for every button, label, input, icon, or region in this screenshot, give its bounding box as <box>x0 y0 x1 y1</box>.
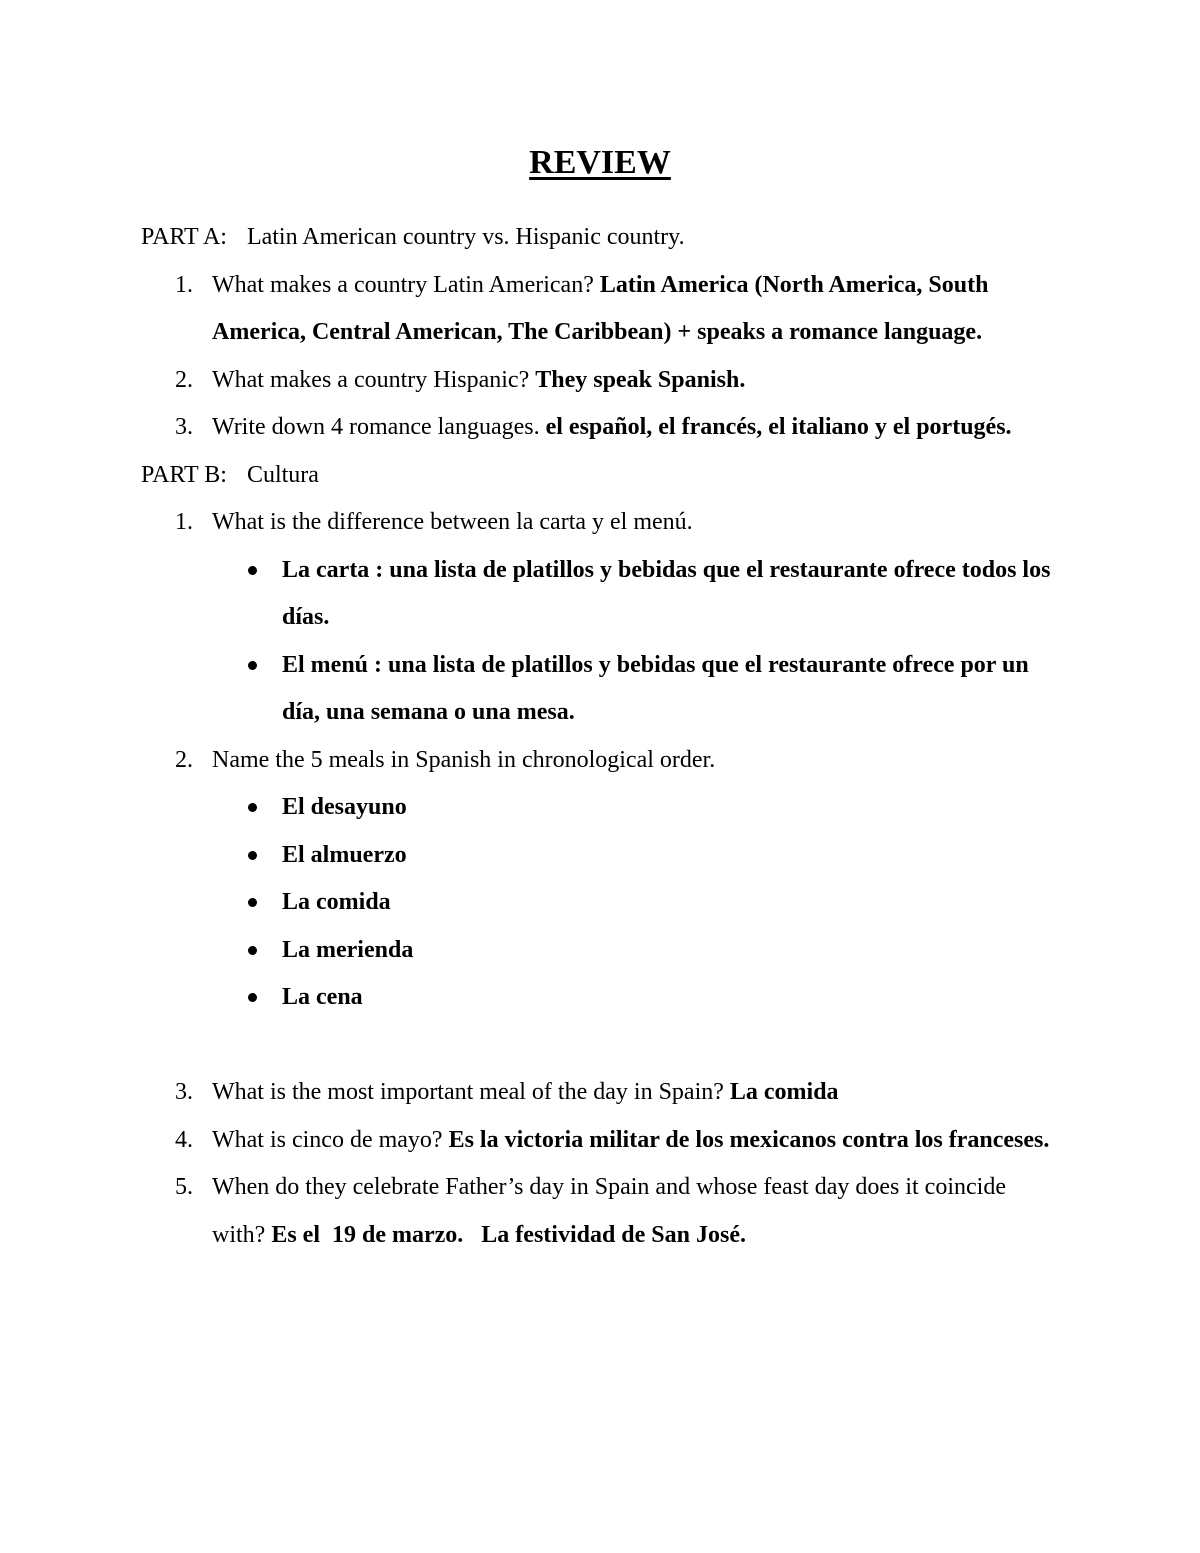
part-b-question-4 <box>141 1117 1061 1165</box>
question-text: What is the most important meal of the day in Spain? <box>212 1079 724 1105</box>
question-answer: They speak Spanish. <box>535 366 746 393</box>
part-b-question-5 <box>141 1164 1061 1259</box>
part-b-question-3 <box>141 1069 1061 1117</box>
question-number: 1. <box>175 509 193 535</box>
part-a-question-3 <box>141 404 1061 452</box>
bullet-text: La cena <box>282 984 363 1010</box>
part-b-question-1 <box>141 499 1061 547</box>
question-answer: el español, el francés, el italiano y el portugés. <box>545 414 1012 440</box>
question-answer: La comida <box>729 1079 839 1105</box>
bullet-item-meal <box>141 879 1061 927</box>
bullet-text: El almuerzo <box>282 841 407 868</box>
question-number: 5. <box>175 1174 193 1200</box>
question-number: 3. <box>175 414 193 440</box>
question-text: When do they celebrate Father’s day in Spain and whose feast day does it coincide with? <box>212 1174 1006 1248</box>
blank-line <box>141 1022 1061 1070</box>
bullet-text: El desayuno <box>282 794 407 820</box>
question-text: Name the 5 meals in Spanish in chronological order. <box>212 746 716 773</box>
question-text: What makes a country Latin American? <box>212 271 594 298</box>
bullet-item-meal <box>141 974 1061 1022</box>
part-a-label: PART A: <box>141 224 227 250</box>
bullet-icon <box>248 946 257 955</box>
bullet-item-el-menu <box>141 642 1061 737</box>
question-number: 3. <box>175 1079 193 1105</box>
bullet-icon <box>248 993 257 1002</box>
bullet-item-meal <box>141 784 1061 832</box>
question-text: What is the difference between la carta y el menú. <box>212 509 693 535</box>
bullet-icon <box>248 898 257 907</box>
question-answer: Latin America (North America, South America, Central American, The Caribbean) + speaks a romance language. <box>212 271 989 345</box>
part-b-heading <box>141 452 1061 500</box>
part-b-label: PART B: <box>141 461 227 488</box>
bullet-text: El menú : una lista de platillos y bebidas que el restaurante ofrece por un día, una semana o una mesa. <box>282 651 1029 725</box>
question-text: What makes a country Hispanic? <box>212 366 530 393</box>
part-a-question-2 <box>141 357 1061 405</box>
part-b-title: Cultura <box>246 461 319 488</box>
question-answer: Es la victoria militar de los mexicanos contra los franceses. <box>448 1126 1050 1153</box>
document-body <box>141 214 1061 1259</box>
bullet-text: La comida <box>282 889 391 915</box>
question-text: Write down 4 romance languages. <box>212 414 540 440</box>
page-title: REVIEW <box>529 144 671 181</box>
bullet-icon <box>248 566 257 575</box>
bullet-text: La carta : una lista de platillos y bebidas que el restaurante ofrece todos los días. <box>282 556 1051 630</box>
bullet-text: La merienda <box>282 936 414 963</box>
question-number: 4. <box>175 1126 193 1153</box>
question-number: 2. <box>175 366 193 393</box>
question-answer: Es el 19 de marzo. La festividad de San José. <box>271 1221 746 1248</box>
bullet-icon <box>248 661 257 670</box>
question-text: What is cinco de mayo? <box>212 1126 443 1153</box>
part-a-question-1 <box>141 262 1061 357</box>
bullet-item-meal <box>141 832 1061 880</box>
bullet-item-meal <box>141 927 1061 975</box>
bullet-icon <box>248 803 257 812</box>
bullet-item-la-carta <box>141 547 1061 642</box>
part-a-heading <box>141 214 1061 262</box>
part-a-title: Latin American country vs. Hispanic country. <box>246 224 685 250</box>
part-b-question-2 <box>141 737 1061 785</box>
question-number: 1. <box>175 271 193 298</box>
bullet-icon <box>248 851 257 860</box>
question-number: 2. <box>175 746 193 773</box>
